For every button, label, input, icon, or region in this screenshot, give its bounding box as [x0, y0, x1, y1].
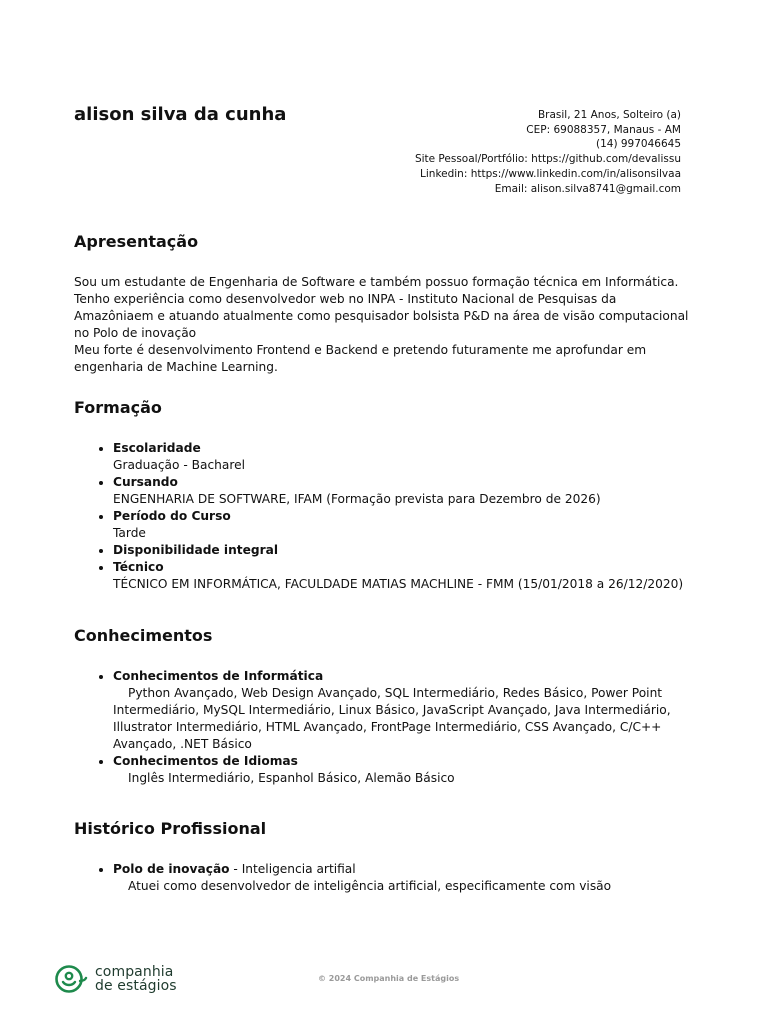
- historico-company: Polo de inovação: [113, 862, 230, 876]
- conhecimentos-line: Avançado, .NET Básico: [113, 737, 252, 751]
- list-item: [113, 474, 733, 508]
- apresentacao-text: [74, 274, 704, 376]
- conhecimentos-label: • Conhecimentos de Informática: [113, 669, 324, 683]
- historico-description: Atuei como desenvolvedor de inteligência artificial, especificamente com visão: [128, 879, 612, 893]
- formacao-label: • Cursando: [113, 475, 178, 489]
- section-title-formacao: Formação: [74, 398, 162, 417]
- formacao-list: [74, 440, 733, 593]
- list-item: [113, 542, 733, 559]
- formacao-label: • Escolaridade: [113, 441, 201, 455]
- logo-wordmark: [95, 965, 177, 993]
- formacao-label: • Técnico: [113, 560, 164, 574]
- list-item: [113, 440, 733, 474]
- list-item: [113, 861, 733, 895]
- contact-cep: CEP: 69088357, Manaus - AM: [526, 123, 681, 136]
- formacao-value: Tarde: [113, 526, 146, 540]
- contact-email[interactable]: Email: alison.silva8741@gmail.com: [494, 182, 681, 195]
- historico-role: - Inteligencia artifial: [229, 862, 356, 876]
- contact-portfolio[interactable]: Site Pessoal/Portfólio: https://github.com/devalissu: [414, 153, 681, 166]
- conhecimentos-line: Inglês Intermediário, Espanhol Básico, Alemão Básico: [128, 771, 455, 785]
- apresentacao-line: no Polo de inovação: [74, 326, 197, 340]
- section-title-conhecimentos: Conhecimentos: [74, 626, 213, 645]
- formacao-label: • Disponibilidade integral: [113, 543, 279, 557]
- contact-info: [415, 108, 681, 196]
- conhecimentos-line: Python Avançado, Web Design Avançado, SQL Intermediário, Redes Básico, Power Point: [128, 686, 663, 700]
- contact-location: Brasil, 21 Anos, Solteiro (a): [537, 109, 681, 121]
- logo-line-1: companhia: [95, 964, 174, 980]
- list-item: [113, 508, 733, 542]
- historico-list: [74, 861, 733, 895]
- logo-line-2: de estágios: [95, 978, 177, 994]
- conhecimentos-label: • Conhecimentos de Idiomas: [113, 754, 298, 768]
- list-item: [113, 753, 733, 787]
- contact-phone: (14) 997046645: [595, 138, 681, 151]
- section-title-historico: Histórico Profissional: [74, 819, 267, 838]
- apresentacao-line: Sou um estudante de Engenharia de Software e também possuo formação técnica em Informática.: [74, 275, 679, 289]
- candidate-name: alison silva da cunha: [74, 104, 287, 125]
- copyright-text: © 2024 Companhia de Estágios: [318, 974, 460, 983]
- apresentacao-line: Meu forte é desenvolvimento Frontend e Backend e pretendo futuramente me aprofundar em: [74, 343, 647, 357]
- apresentacao-line: Tenho experiência como desenvolvedor web no INPA - Instituto Nacional de Pesquisas da: [74, 292, 617, 306]
- conhecimentos-line: Illustrator Intermediário, HTML Avançado, FrontPage Intermediário, CSS Avançado, C/C++: [113, 720, 662, 734]
- formacao-label: • Período do Curso: [113, 509, 231, 523]
- conhecimentos-list: [74, 668, 733, 787]
- companhia-logo-icon: [54, 964, 88, 994]
- section-title-apresentacao: Apresentação: [74, 232, 199, 251]
- apresentacao-line: Amazôniaem e atuando atualmente como pesquisador bolsista P&D na área de visão computacional: [74, 309, 689, 323]
- list-item: [113, 559, 733, 593]
- formacao-value: ENGENHARIA DE SOFTWARE, IFAM (Formação prevista para Dezembro de 2026): [113, 492, 601, 506]
- list-item: [113, 668, 733, 753]
- apresentacao-line: engenharia de Machine Learning.: [74, 360, 278, 374]
- conhecimentos-line: Intermediário, MySQL Intermediário, Linux Básico, JavaScript Avançado, Java Intermediário,: [113, 703, 671, 717]
- formacao-value: Graduação - Bacharel: [113, 458, 245, 472]
- formacao-value: TÉCNICO EM INFORMÁTICA, FACULDADE MATIAS MACHLINE - FMM (15/01/2018 a 26/12/2020): [113, 577, 684, 591]
- company-logo: [54, 963, 177, 995]
- contact-linkedin[interactable]: Linkedin: https://www.linkedin.com/in/alisonsilvaa: [420, 167, 681, 180]
